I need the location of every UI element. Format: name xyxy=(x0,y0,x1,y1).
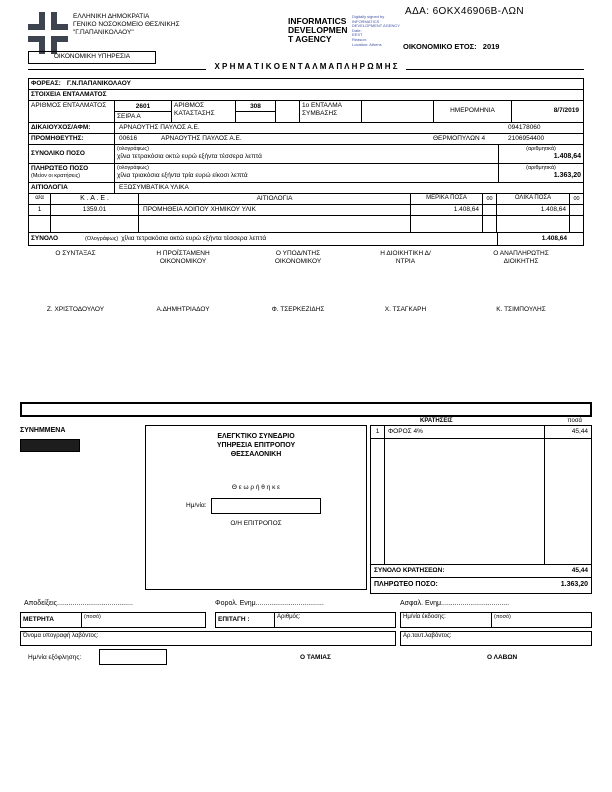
department-label: ΟΙΚΟΝΟΜΙΚΗ ΥΠΗΡΕΣΙΑ xyxy=(53,53,131,61)
total-numeric: 1.408,64 xyxy=(553,152,581,160)
warrant-no-label: ΑΡΙΘΜΟΣ ΕΝΤΑΛΜΑΤΟΣ xyxy=(29,101,115,122)
kae-col-kae: Κ . Α . Ε . xyxy=(51,194,139,204)
signature-title: Η ΔΙΟΙΚΗΤΙΚΗ Δ/ΝΤΡΙΑ xyxy=(380,250,431,266)
fiscal-year xyxy=(403,42,499,51)
signature-col-deputy-director xyxy=(243,250,353,314)
supplier-row xyxy=(29,134,583,145)
fiscal-year-label: ΟΙΚΟΝΟΜΙΚΟ ΕΤΟΣ: xyxy=(403,42,477,51)
signature-col-author xyxy=(28,250,123,314)
supplier-label: ΠΡΟΜΗΘΕΥΤΗΣ: xyxy=(29,134,115,144)
net-payable-row xyxy=(370,577,592,594)
spacer-cell xyxy=(276,101,300,122)
issue-date-field: Ημ/νία έκδοσης: xyxy=(400,612,492,628)
total-amount-label: ΣΥΝΟΛΙΚΟ ΠΟΣΟ xyxy=(29,145,115,163)
agency-line1: ΕΛΛΗΝΙΚΗ ΔΗΜΟΚΡΑΤΙΑ xyxy=(73,13,150,20)
payable-amount-label-cell xyxy=(29,164,115,182)
payee-name-field: Όνομα υπογραφή λαβόντος: xyxy=(20,631,396,646)
attachments-label: ΣΥΝΗΜΜΕΝΑ xyxy=(20,427,66,434)
supplier-phone: 2106954400 xyxy=(508,135,545,142)
kae-partial-cents: 00 xyxy=(482,194,496,204)
in-words-label-2: (ολογράφως) xyxy=(117,165,149,171)
deductions-header: ΚΡΑΤΗΣΕΙΣ xyxy=(420,418,453,424)
warrant-form-table xyxy=(28,78,584,246)
signature-name: Ζ. ΧΡΙΣΤΟΔΟΥΛΟΥ xyxy=(46,306,105,314)
kae-header-row xyxy=(29,194,583,205)
payable-amount-words-cell xyxy=(115,164,499,182)
cash-label: ΜΕΤΡΗΤΑ xyxy=(20,612,82,628)
contract-label: 1ο ΕΝΤΑΛΜΑ ΣΥΜΒΑΣΗΣ xyxy=(300,101,362,122)
agency-line3: "Γ.ΠΑΠΑΝΙΚΟΛΑΟΥ" xyxy=(73,29,134,36)
cheque-amount-field: (ποσό) xyxy=(491,612,592,628)
total-amount-numeric-cell xyxy=(499,145,583,163)
payable-numeric: 1.363,20 xyxy=(553,171,581,179)
warrant-numbers-row xyxy=(29,101,583,123)
kae-col-total-cell xyxy=(497,194,583,204)
court-date-row xyxy=(146,498,366,514)
signature-col-deputy-governor xyxy=(458,250,584,314)
kae-row-index: 1 xyxy=(29,205,51,215)
payee-sign-label: Ο ΛΑΒΩΝ xyxy=(487,654,518,661)
kae-col-partial: ΜΕΡΙΚΑ ΠΟΣΑ xyxy=(426,195,467,202)
signature-name: Χ. ΤΣΑΓΚΑΡΗ xyxy=(384,306,427,314)
signature-title: Ο ΥΠΟΔ/ΝΤΗΣ ΟΙΚΟΝΟΜΙΚΟΥ xyxy=(274,250,322,266)
signature-name: Φ. ΤΣΕΡΚΕΖΙΔΗΣ xyxy=(271,306,325,314)
foreas-label: ΦΟΡΕΑΣ: xyxy=(31,80,61,87)
kae-sum-label: ΣΥΝΟΛΟ xyxy=(31,234,59,242)
numeric-label-2: (αριθμητικά) xyxy=(526,165,556,171)
signature-col-head-finance xyxy=(123,250,243,314)
kae-sum-row xyxy=(29,233,583,245)
cheque-label: ΕΠΙΤΑΓΗ : xyxy=(215,612,275,628)
beneficiary-afm: 094178060 xyxy=(508,124,541,131)
receipts-label: Αποδείξεις....................................... xyxy=(24,600,133,607)
approved-label: Θ ε ω ρ ή θ η κ ε xyxy=(231,484,281,491)
settlement-row xyxy=(0,648,612,666)
insurance-clearance-label: Ασφαλ. Ενημ................................... xyxy=(400,600,510,607)
payment-method-row xyxy=(0,612,612,628)
total-in-words: χίλια τετρακόσια οκτώ ευρώ εξήντα τέσσερα λεπτά xyxy=(117,152,262,160)
supplier-address: ΘΕΡΜΟΠΥΛΩΝ 4 xyxy=(433,135,486,142)
payee-id-field: Αρ.ταυτ.λαβόντος: xyxy=(400,631,592,646)
signature-name: Κ. ΤΣΙΜΠΟΥΛΗΣ xyxy=(496,306,546,314)
total-amount-row xyxy=(29,145,583,164)
deductions-amount-header: ποσά xyxy=(567,418,582,424)
deductions-total-label: ΣΥΝΟΛΟ ΚΡΑΤΗΣΕΩΝ: xyxy=(374,566,445,574)
signature-title: Ο ΑΝΑΠΛΗΡΩΤΗΣ ΔΙΟΙΚΗΤΗΣ xyxy=(493,250,549,266)
deductions-table xyxy=(370,425,592,565)
payable-amount-sublabel: (Μείον οι κρατήσεις) xyxy=(31,173,81,180)
ada-code: ΑΔΑ: 6ΟΚΧ46906Β-ΛΩΝ xyxy=(405,6,525,17)
tax-clearance-label: Φορολ. Ενημ................................... xyxy=(215,600,324,607)
court-of-audit-box xyxy=(145,425,367,590)
kae-sum-value: 1.408,64 xyxy=(497,233,583,245)
fiscal-year-value: 2019 xyxy=(482,42,500,51)
payable-amount-label: ΠΛΗΡΩΤΕΟ ΠΟΣΟ xyxy=(31,165,89,172)
beneficiary-name: ΑΡΝΑΟΥΤΗΣ ΠΑΥΛΟΣ Α.Ε. xyxy=(119,124,200,131)
section-header-row xyxy=(29,90,583,101)
stamp-name-line: INFORMATICS xyxy=(288,16,347,26)
warrant-no-value: 2601 xyxy=(115,101,171,112)
deduction-label: ΦΟΡΟΣ 4% xyxy=(388,427,423,435)
deductions-total-row xyxy=(370,564,592,578)
settlement-date-field xyxy=(99,649,167,665)
kae-col-total: ΟΛΙΚΑ ΠΟΣΑ xyxy=(514,195,552,202)
cashier-label: Ο ΤΑΜΙΑΣ xyxy=(300,654,331,661)
payable-amount-numeric-cell xyxy=(499,164,583,182)
foreas-row xyxy=(29,79,583,90)
kae-row-total: 1.408,64 xyxy=(540,205,566,213)
court-title: ΕΛΕΓΚΤΙΚΟ ΣΥΝΕΔΡΙΟ ΥΠΗΡΕΣΙΑ ΕΠΙΤΡΟΠΟΥ ΘΕΣΣΑΛΟΝΙΚΗ xyxy=(216,433,296,458)
payee-row xyxy=(0,631,612,646)
cash-amount-field: (ποσό) xyxy=(81,612,206,628)
kae-sum-words: χίλια τετρακόσια οκτώ ευρώ εξήντα τέσσερα λεπτά xyxy=(121,234,267,242)
kae-data-row xyxy=(29,205,583,216)
beneficiary-label: ΔΙΚΑΙΟΥΧΟΣ/ΑΦΜ: xyxy=(29,123,115,133)
kae-empty-row xyxy=(29,216,583,233)
beneficiary-row xyxy=(29,123,583,134)
kae-total-cents: 00 xyxy=(569,194,583,204)
kae-row-partial: 1.408,64 xyxy=(453,205,479,213)
deduction-index: 1 xyxy=(375,427,380,435)
net-payable-label: ΠΛΗΡΩΤΕΟ ΠΟΣΟ: xyxy=(374,581,438,589)
cheque-number-field: Αριθμός: xyxy=(274,612,396,628)
hospital-cross-logo-icon xyxy=(28,12,68,54)
kae-col-partial-cell xyxy=(411,194,497,204)
state-no-value: 308 xyxy=(236,101,275,112)
numeric-label: (αριθμητικά) xyxy=(526,146,556,152)
date-label: ΗΜΕΡΟΜΗΝΙΑ xyxy=(434,101,512,122)
signature-title: Ο ΣΥΝΤΑΞΑΣ xyxy=(55,250,96,257)
clearances-line xyxy=(0,600,612,610)
reason-value: ΕΞΩΣΥΜΒΑΤΙΚΑ ΥΛΙΚΑ xyxy=(119,184,189,191)
document-title: Χ Ρ Η Μ Α Τ Ι Κ Ο Ε Ν Τ Α Λ Μ Α Π Λ Η Ρ Ω Μ Η Σ xyxy=(206,62,405,71)
foreas-value: Γ.Ν.ΠΑΠΑΝΙΚΟΛΑΟΥ xyxy=(66,80,131,87)
kae-sum-words-label: (Ολογράφως) xyxy=(85,235,119,242)
digital-signature-stamp xyxy=(288,17,348,44)
supplier-name: ΑΡΝΑΟΥΤΗΣ ΠΑΥΛΟΣ Α.Ε. xyxy=(161,135,242,142)
net-payable-amount: 1.363,20 xyxy=(560,581,588,589)
signature-title: Η ΠΡΟΪΣΤΑΜΕΝΗ ΟΙΚΟΝΟΜΙΚΟΥ xyxy=(156,250,210,266)
attachments-black-box xyxy=(20,439,80,452)
date-value: 8/7/2019 xyxy=(553,107,579,115)
signatures-block xyxy=(28,250,584,314)
section-header: ΣΤΟΙΧΕΙΑ ΕΝΤΑΛΜΑΤΟΣ xyxy=(31,91,107,98)
in-words-label: (ολογράφως) xyxy=(117,146,149,152)
kae-row-partial-cell xyxy=(411,205,497,215)
kae-col-index: α/α xyxy=(29,194,51,204)
wide-empty-box xyxy=(20,402,592,417)
payable-in-words: χίλια τριακόσια εξήντα τρία ευρώ είκοσι λεπτά xyxy=(117,171,248,179)
deductions-total-amount: 45,44 xyxy=(571,566,588,574)
deduction-row xyxy=(371,426,591,439)
state-no-cell xyxy=(236,101,276,122)
payable-amount-row xyxy=(29,164,583,183)
reason-row xyxy=(29,183,583,194)
kae-row-reason: ΠΡΟΜΗΘΕΙΑ ΛΟΙΠΟΥ ΧΗΜΙΚΟΥ ΥΛΙΚ xyxy=(139,205,411,215)
stamp-name-line: T AGENCY xyxy=(288,34,332,44)
court-date-label: Ημ/νία: xyxy=(186,502,207,510)
kae-col-reason: ΑΙΤΙΟΛΟΓΙΑ xyxy=(139,194,411,204)
agency-line2: ΓΕΝΙΚΟ ΝΟΣΟΚΟΜΕΙΟ ΘΕΣ/ΝΙΚΗΣ xyxy=(73,21,180,28)
settlement-date-label: Ημ/νία εξόφλησης: xyxy=(28,654,82,661)
reason-label: ΑΙΤΙΟΛΟΓΙΑ xyxy=(29,183,115,193)
agency-header xyxy=(73,13,180,37)
state-no-label: ΑΡΙΘΜΟΣ ΚΑΤΑΣΤΑΣΗΣ xyxy=(172,101,236,122)
document-title-wrap xyxy=(0,62,612,72)
kae-row-total-cell xyxy=(497,205,583,215)
deduction-amount: 45,44 xyxy=(571,427,588,435)
warrant-no-cell xyxy=(115,101,172,122)
signature-col-admin-director xyxy=(353,250,458,314)
court-date-field xyxy=(211,498,321,514)
signature-name: Α.ΔΗΜΗΤΡΙΑΔΟΥ xyxy=(156,306,210,314)
contract-value-cell xyxy=(362,101,434,122)
stamp-signature-details: Digitally signed by INFORMATICS DEVELOPMENT AGENCY Date: EEST Reason: Location: Athens xyxy=(352,14,400,47)
stamp-name-line: DEVELOPMEN xyxy=(288,25,348,35)
series-value: ΣΕΙΡΑ Α xyxy=(117,113,141,120)
total-amount-words-cell xyxy=(115,145,499,163)
kae-row-code: 1359.01 xyxy=(51,205,139,215)
commissioner-label: Ο/Η ΕΠΙΤΡΟΠΟΣ xyxy=(230,520,282,528)
supplier-code: 00616 xyxy=(119,135,138,142)
